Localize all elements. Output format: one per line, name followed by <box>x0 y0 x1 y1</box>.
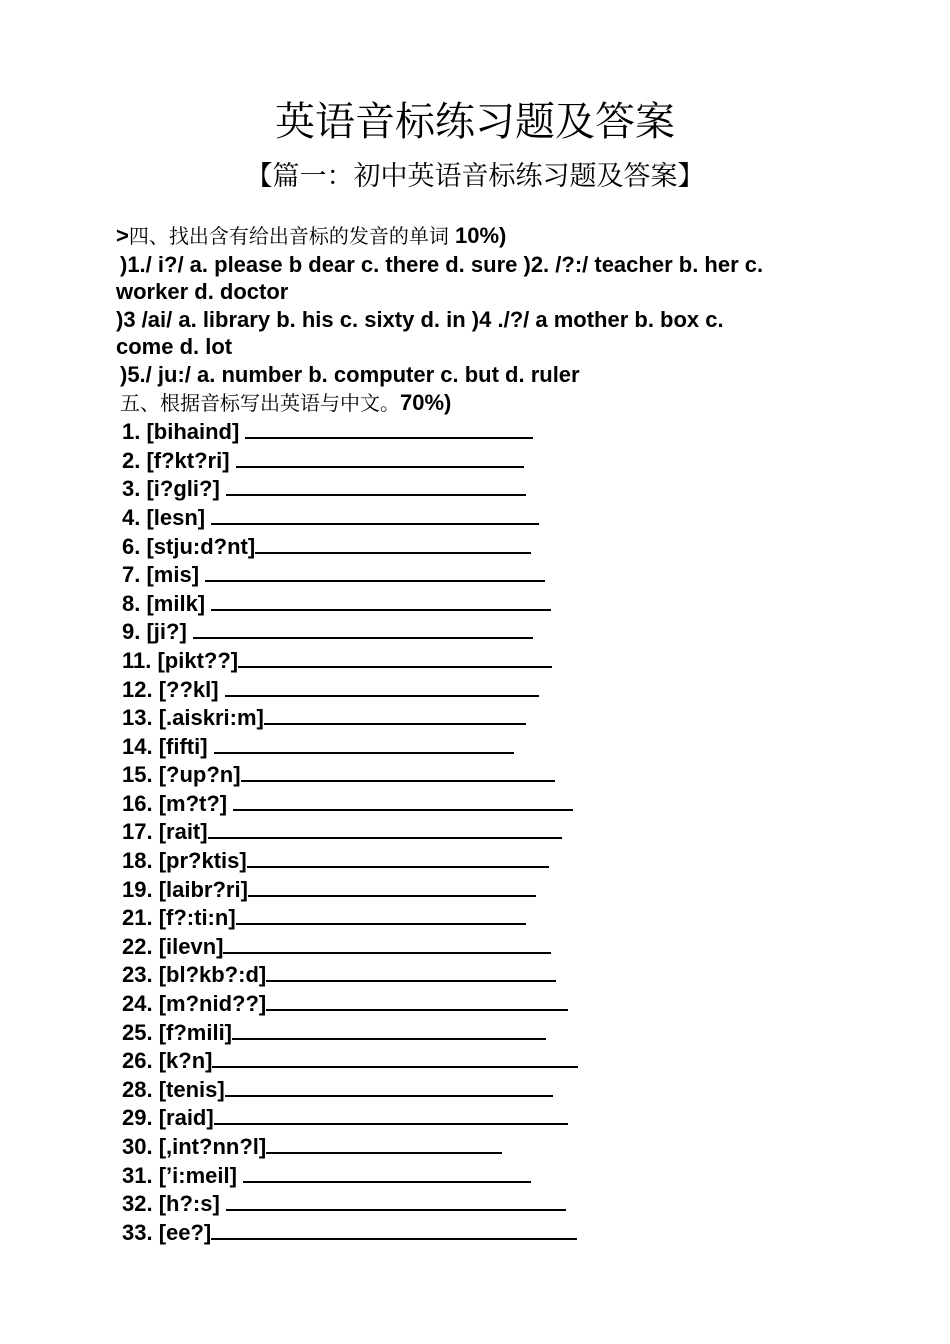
answer-item <box>116 1103 836 1132</box>
answer-blank[interactable] <box>233 789 573 811</box>
answer-item <box>116 560 836 589</box>
answer-item <box>116 617 836 646</box>
phonetic-prompt: 22. [ilevn] <box>122 933 224 959</box>
phonetic-prompt: 3. [i?gli?] <box>122 476 226 502</box>
phonetic-prompt: 25. [f?mili] <box>122 1019 233 1045</box>
answer-blank[interactable] <box>245 417 533 439</box>
section-5-heading-pct: 70%) <box>400 389 452 415</box>
answer-item <box>116 1218 836 1247</box>
section-4-line: )1./ i?/ a. please b dear c. there d. sure )2. /?:/ teacher b. her c. <box>120 251 764 277</box>
document-title: 英语音标练习题及答案 <box>275 99 675 145</box>
answer-item <box>116 875 836 904</box>
answer-item <box>116 1132 836 1161</box>
answer-blank[interactable] <box>238 646 552 668</box>
phonetic-prompt: 29. [raid] <box>122 1105 214 1131</box>
phonetic-prompt: 2. [f?kt?ri] <box>122 447 236 473</box>
answer-item <box>116 1161 836 1190</box>
answer-item <box>116 960 836 989</box>
answer-blank[interactable] <box>247 846 549 868</box>
answer-blank[interactable] <box>205 560 545 582</box>
answer-item <box>116 1189 836 1218</box>
answer-blank[interactable] <box>225 675 539 697</box>
heading-prefix: > <box>116 223 129 248</box>
answer-item <box>116 503 836 532</box>
answer-item <box>116 532 836 561</box>
answer-item <box>116 1075 836 1104</box>
answer-blank[interactable] <box>236 903 526 925</box>
phonetic-prompt: 15. [?up?n] <box>122 762 241 788</box>
phonetic-prompt: 4. [lesn] <box>122 504 212 530</box>
answer-blank[interactable] <box>211 589 551 611</box>
answer-blank[interactable] <box>264 703 526 725</box>
answer-item <box>116 446 836 475</box>
answer-item <box>116 1018 836 1047</box>
phonetic-prompt: 21. [f?:ti:n] <box>122 905 236 931</box>
phonetic-prompt: 31. [’i:meil] <box>122 1162 244 1188</box>
answer-item <box>116 846 836 875</box>
phonetic-prompt: 8. [milk] <box>122 590 212 616</box>
phonetic-prompt: 19. [laibr?ri] <box>122 876 248 902</box>
answer-item <box>116 675 836 704</box>
answer-blank[interactable] <box>255 532 531 554</box>
answer-blank[interactable] <box>241 760 555 782</box>
answer-blank[interactable] <box>214 1103 568 1125</box>
section-5-heading <box>116 389 836 418</box>
section-4-line: come d. lot <box>116 334 233 360</box>
answer-item <box>116 732 836 761</box>
phonetic-prompt: 12. [??kl] <box>122 676 225 702</box>
phonetic-prompt: 17. [rait] <box>122 819 208 845</box>
answer-blank[interactable] <box>226 474 526 496</box>
phonetic-prompt: 32. [h?:s] <box>122 1191 226 1217</box>
section-4-line: )3 /ai/ a. library b. his c. sixty d. in )4 ./?/ a mother b. box c. <box>116 306 724 332</box>
answer-item <box>116 703 836 732</box>
section-4-heading <box>116 222 836 251</box>
answer-blank[interactable] <box>225 1075 553 1097</box>
answer-list <box>116 417 836 1246</box>
answer-blank[interactable] <box>248 875 536 897</box>
answer-blank[interactable] <box>243 1161 531 1183</box>
section-5-heading-cn: 五、根据音标写出英语与中文。 <box>120 390 400 415</box>
phonetic-prompt: 1. [bihaind] <box>122 419 246 445</box>
answer-blank[interactable] <box>208 817 562 839</box>
phonetic-prompt: 11. [pikt??] <box>122 647 239 673</box>
answer-item <box>116 474 836 503</box>
answer-blank[interactable] <box>223 932 551 954</box>
answer-blank[interactable] <box>212 1046 578 1068</box>
answer-item <box>116 789 836 818</box>
answer-item <box>116 760 836 789</box>
answer-blank[interactable] <box>214 732 514 754</box>
document-body <box>116 222 836 1246</box>
answer-item <box>116 989 836 1018</box>
phonetic-prompt: 18. [pr?ktis] <box>122 848 247 874</box>
section-4-heading-cn: 四、找出含有给出音标的发音的单词 <box>128 224 449 248</box>
phonetic-prompt: 24. [m?nid??] <box>122 991 267 1017</box>
answer-item <box>116 903 836 932</box>
section-4-line: worker d. doctor <box>116 279 289 305</box>
phonetic-prompt: 30. [,int?nn?l] <box>122 1134 267 1159</box>
answer-item <box>116 646 836 675</box>
phonetic-prompt: 28. [tenis] <box>122 1076 225 1102</box>
phonetic-prompt: 6. [stju:d?nt] <box>122 533 256 559</box>
answer-item <box>116 417 836 446</box>
phonetic-prompt: 14. [fifti] <box>122 733 214 759</box>
phonetic-prompt: 7. [mis] <box>122 562 206 588</box>
answer-blank[interactable] <box>193 617 533 639</box>
answer-blank[interactable] <box>232 1018 546 1040</box>
answer-blank[interactable] <box>211 503 539 525</box>
answer-blank[interactable] <box>211 1218 577 1240</box>
answer-blank[interactable] <box>236 446 524 468</box>
answer-item <box>116 932 836 961</box>
answer-item <box>116 817 836 846</box>
section-4-heading-pct: 10%) <box>448 223 507 248</box>
document-subtitle: 【篇一：初中英语音标练习题及答案】 <box>245 161 705 192</box>
phonetic-prompt: 33. [ee?] <box>122 1219 212 1245</box>
answer-item <box>116 1046 836 1075</box>
phonetic-prompt: 9. [ji?] <box>122 619 193 645</box>
phonetic-prompt: 16. [m?t?] <box>122 790 234 816</box>
phonetic-prompt: 26. [k?n] <box>122 1048 213 1074</box>
answer-blank[interactable] <box>266 960 556 982</box>
answer-blank[interactable] <box>266 989 568 1011</box>
answer-item <box>116 589 836 618</box>
answer-blank[interactable] <box>266 1132 502 1154</box>
section-4-line: )5./ ju:/ a. number b. computer c. but d. ruler <box>120 361 580 387</box>
phonetic-prompt: 23. [bl?kb?:d] <box>122 962 267 988</box>
phonetic-prompt: 13. [.aiskri:m] <box>122 705 264 731</box>
answer-blank[interactable] <box>226 1189 566 1211</box>
